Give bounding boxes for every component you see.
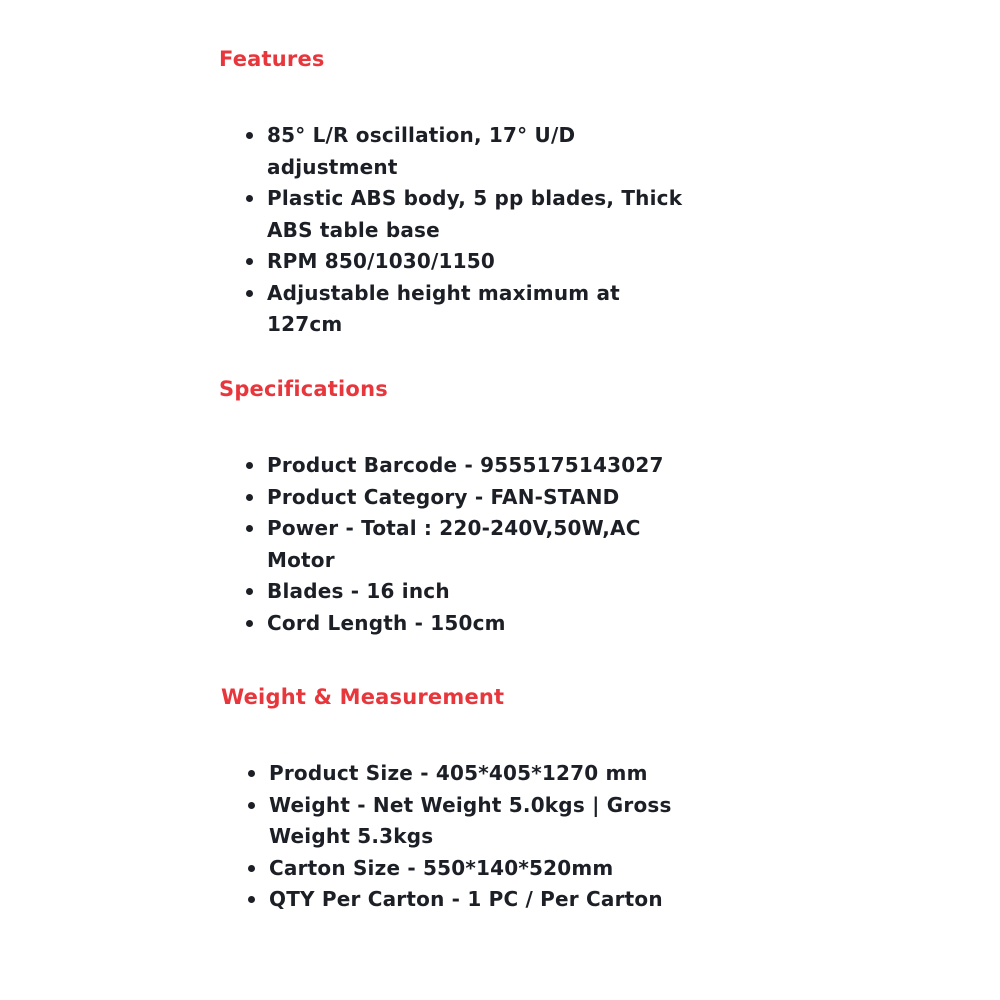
specifications-list-item: Product Category - FAN-STAND	[267, 482, 707, 514]
weight-measurement-list-item: Product Size - 405*405*1270 mm	[269, 758, 709, 790]
specifications-list-item: Cord Length - 150cm	[267, 608, 707, 640]
weight-measurement-heading: Weight & Measurement	[221, 685, 505, 709]
features-section	[219, 47, 739, 336]
specifications-list-item: Power - Total : 220-240V,50W,AC Motor	[267, 513, 677, 576]
specifications-list-item: Product Barcode - 9555175143027	[267, 450, 707, 482]
weight-measurement-list-item: Carton Size - 550*140*520mm	[269, 853, 709, 885]
features-list	[267, 120, 707, 341]
weight-measurement-list-item: Weight - Net Weight 5.0kgs | Gross Weight 5.3kgs	[269, 790, 699, 853]
weight-measurement-list	[269, 758, 709, 916]
features-list-item: 85° L/R oscillation, 17° U/D adjustment	[267, 120, 607, 183]
features-list-item: Plastic ABS body, 5 pp blades, Thick ABS table base	[267, 183, 707, 246]
specifications-section	[219, 377, 739, 635]
weight-measurement-section	[221, 685, 741, 911]
specifications-list	[267, 450, 707, 639]
features-heading: Features	[219, 47, 325, 71]
weight-measurement-list-item: QTY Per Carton - 1 PC / Per Carton	[269, 884, 709, 916]
features-list-item: Adjustable height maximum at 127cm	[267, 278, 647, 341]
features-list-item: RPM 850/1030/1150	[267, 246, 707, 278]
specifications-list-item: Blades - 16 inch	[267, 576, 707, 608]
specifications-heading: Specifications	[219, 377, 388, 401]
